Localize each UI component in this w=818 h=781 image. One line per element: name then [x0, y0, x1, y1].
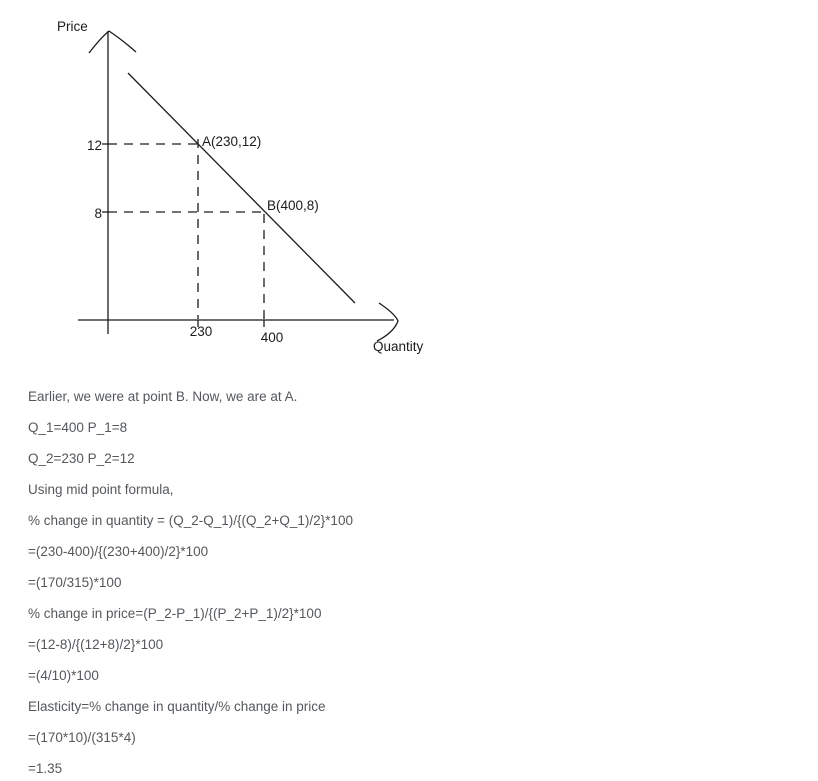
x-axis-label: Quantity — [373, 339, 424, 354]
solution-line: Using mid point formula, — [28, 482, 174, 497]
solution-line: % change in price=(P_2-P_1)/{(P_2+P_1)/2}*100 — [28, 606, 322, 621]
solution-text-block — [28, 381, 788, 781]
y-axis-arrowhead-right-icon — [109, 31, 136, 52]
solution-line: =(170/315)*100 — [28, 575, 122, 590]
demand-curve-line — [128, 73, 355, 303]
solution-line: =(170*10)/(315*4) — [28, 730, 136, 745]
x-tick-400-label: 400 — [260, 330, 284, 345]
y-tick-8-label: 8 — [94, 206, 102, 221]
solution-line: Q_1=400 P_1=8 — [28, 420, 128, 435]
y-axis-label: Price — [57, 19, 88, 34]
y-axis-arrowhead-left-icon — [89, 31, 109, 53]
solution-line: Earlier, we were at point B. Now, we are at A. — [28, 389, 298, 404]
y-tick-12-label: 12 — [86, 138, 102, 153]
solution-line: =1.35 — [28, 761, 63, 776]
solution-line: Q_2=230 P_2=12 — [28, 451, 135, 466]
solution-line: % change in quantity = (Q_2-Q_1)/{(Q_2+Q_1)/2}*100 — [28, 513, 353, 528]
point-b-label: B(400,8) — [267, 198, 319, 213]
solution-line: =(4/10)*100 — [28, 668, 99, 683]
point-a-label: A(230,12) — [202, 134, 262, 149]
x-axis-arrowhead-icon — [377, 303, 398, 341]
solution-line: =(230-400)/{(230+400)/2}*100 — [28, 544, 209, 559]
solution-line: =(12-8)/{(12+8)/2}*100 — [28, 637, 164, 652]
price-quantity-graph — [0, 0, 460, 370]
solution-line: Elasticity=% change in quantity/% change in price — [28, 699, 326, 714]
x-tick-230-label: 230 — [189, 324, 213, 339]
